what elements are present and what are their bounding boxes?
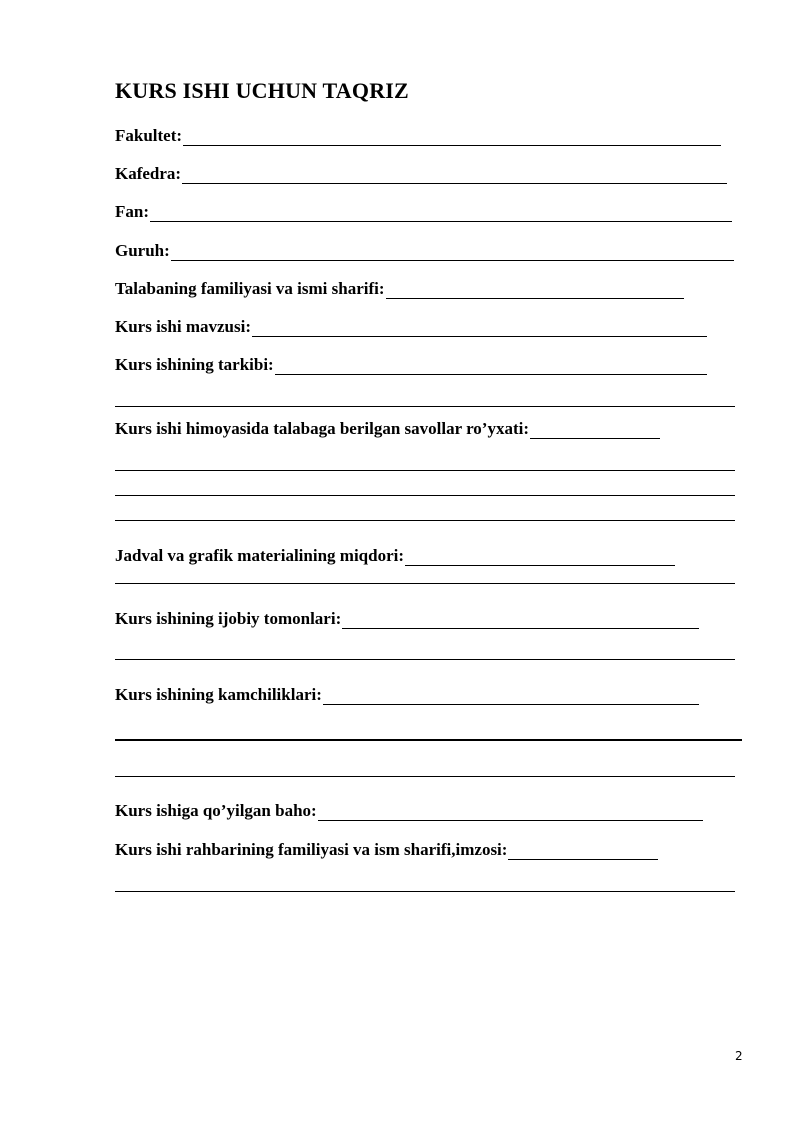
questions-line-1[interactable]	[115, 470, 735, 471]
topic-field	[115, 313, 707, 337]
tables-field	[115, 542, 675, 566]
questions-line-3[interactable]	[115, 520, 735, 521]
page-number: 2	[735, 1049, 743, 1063]
weaknesses-line-2[interactable]	[115, 776, 735, 777]
fakultet-label: Fakultet:	[115, 126, 183, 145]
kafedra-blank[interactable]	[182, 164, 727, 184]
questions-field	[115, 415, 660, 439]
tables-extra-line[interactable]	[115, 583, 735, 584]
grade-blank[interactable]	[318, 801, 703, 821]
strengths-blank[interactable]	[342, 609, 699, 629]
fakultet-field	[115, 122, 721, 146]
grade-field	[115, 797, 703, 821]
student-name-blank[interactable]	[386, 279, 684, 299]
page-title: KURS ISHI UCHUN TAQRIZ	[115, 78, 409, 103]
supervisor-label: Kurs ishi rahbarining familiyasi va ism sharifi,imzosi:	[115, 840, 508, 859]
questions-line-2[interactable]	[115, 495, 735, 496]
topic-blank[interactable]	[252, 317, 707, 337]
weaknesses-field	[115, 681, 699, 705]
fan-label: Fan:	[115, 202, 149, 221]
student-name-label: Talabaning familiyasi va ismi sharifi:	[115, 279, 385, 298]
structure-extra-line[interactable]	[115, 406, 735, 407]
guruh-field	[115, 237, 734, 261]
strengths-extra-line[interactable]	[115, 659, 735, 660]
supervisor-field	[115, 836, 658, 860]
tables-blank[interactable]	[405, 546, 675, 566]
guruh-label: Guruh:	[115, 241, 170, 260]
weaknesses-line-1[interactable]	[115, 739, 742, 741]
grade-label: Kurs ishiga qo’yilgan baho:	[115, 801, 317, 820]
structure-label: Kurs ishining tarkibi:	[115, 355, 274, 374]
questions-label: Kurs ishi himoyasida talabaga berilgan savollar ro’yxati:	[115, 419, 530, 438]
weaknesses-label: Kurs ishining kamchiliklari:	[115, 685, 322, 704]
kafedra-label: Kafedra:	[115, 164, 182, 183]
tables-label: Jadval va grafik materialining miqdori:	[115, 546, 404, 565]
guruh-blank[interactable]	[171, 241, 734, 261]
topic-label: Kurs ishi mavzusi:	[115, 317, 252, 336]
fakultet-blank[interactable]	[183, 126, 721, 146]
kafedra-field	[115, 160, 727, 184]
supervisor-extra-line[interactable]	[115, 891, 735, 892]
structure-field	[115, 351, 707, 375]
weaknesses-blank[interactable]	[323, 685, 699, 705]
strengths-field	[115, 605, 699, 629]
strengths-label: Kurs ishining ijobiy tomonlari:	[115, 609, 342, 628]
structure-blank[interactable]	[275, 355, 707, 375]
fan-blank[interactable]	[150, 202, 732, 222]
supervisor-blank[interactable]	[508, 840, 658, 860]
fan-field	[115, 198, 732, 222]
student-name-field	[115, 275, 684, 299]
questions-blank[interactable]	[530, 419, 660, 439]
